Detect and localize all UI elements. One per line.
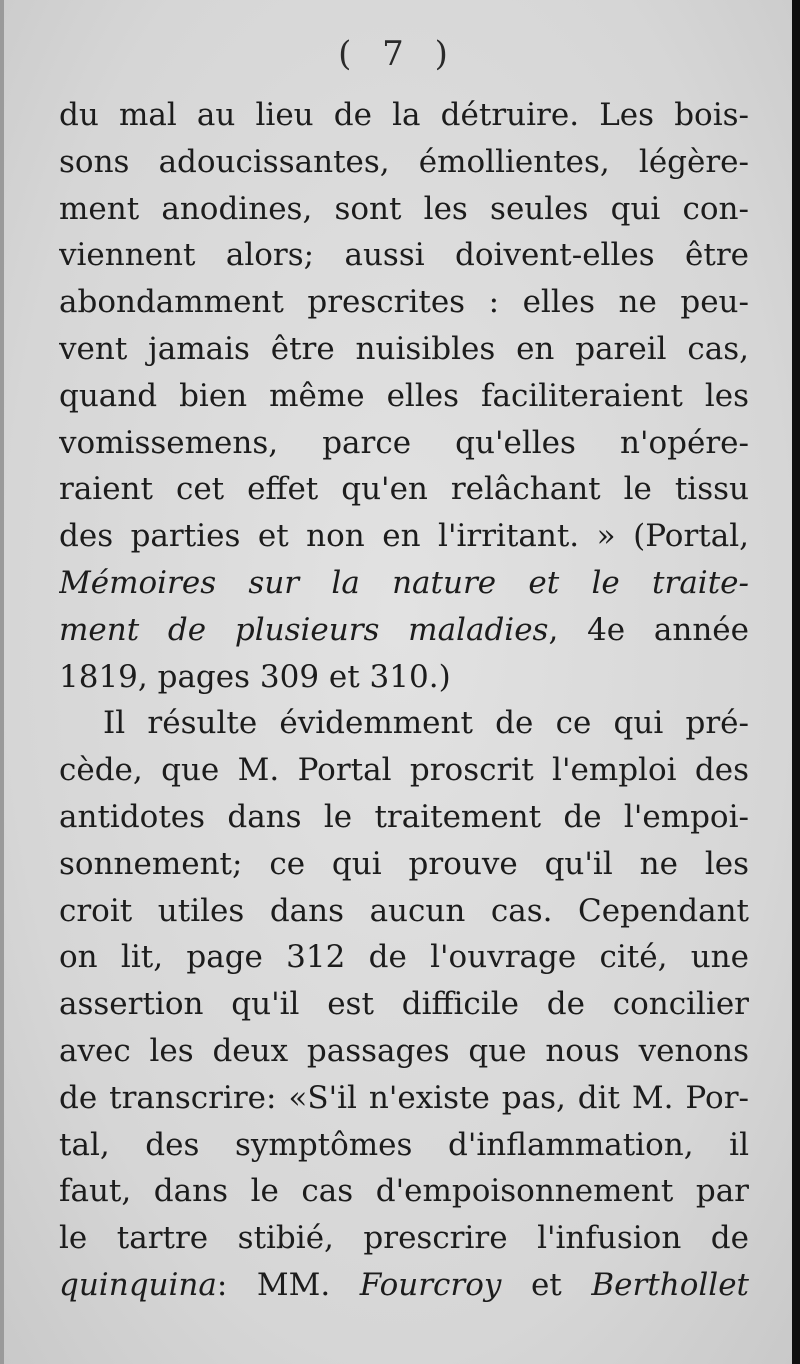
text-segment: ment anodines, sont les seules qui con- xyxy=(59,190,749,227)
text-segment: on lit, page 312 de l'ouvrage cité, une xyxy=(59,939,749,976)
text-segment: le tartre stibié, prescrire l'infusion de xyxy=(59,1220,749,1257)
text-line xyxy=(59,607,749,654)
text-line xyxy=(59,888,749,935)
text-segment: du mal au lieu de la détruire. Les bois- xyxy=(59,97,749,133)
text-segment: quand bien même elles faciliteraient les xyxy=(59,377,749,414)
text-line xyxy=(59,466,749,513)
text-line xyxy=(59,139,749,186)
text-line xyxy=(59,934,749,981)
text-segment: des parties et non en l'irritant. » (Portal, xyxy=(59,518,749,555)
text-segment: antidotes dans le traitement de l'empoi- xyxy=(59,798,749,835)
text-line xyxy=(59,1215,749,1262)
text-segment: viennent alors; aussi doivent-elles être xyxy=(59,237,749,274)
text-segment: avec les deux passages que nous venons xyxy=(59,1032,749,1069)
text-line xyxy=(59,981,749,1028)
text-segment: sons adoucissantes, émollientes, légère- xyxy=(59,143,749,180)
text-line xyxy=(59,186,749,233)
text-line xyxy=(59,1028,749,1075)
text-line xyxy=(59,373,749,420)
text-segment: vomissemens, parce qu'elles n'opére- xyxy=(59,424,749,461)
text-line xyxy=(59,232,749,279)
text-line xyxy=(59,654,749,701)
text-segment: assertion qu'il est difficile de concilier xyxy=(59,986,749,1023)
text-segment: tal, des symptômes d'inflammation, il xyxy=(59,1126,749,1163)
text-segment: sonnement; ce qui prouve qu'il ne les xyxy=(59,845,749,882)
text-line xyxy=(59,747,749,794)
text-segment: : MM. xyxy=(216,1266,360,1303)
text-line xyxy=(59,700,749,747)
text-segment: raient cet effet qu'en relâchant le tissu xyxy=(59,471,749,508)
text-segment: et xyxy=(501,1266,592,1303)
text-line xyxy=(59,420,749,467)
italic-text-segment: Berthollet xyxy=(591,1266,749,1303)
text-segment: de transcrire: «S'il n'existe pas, dit M. Por- xyxy=(59,1079,749,1116)
text-segment: faut, dans le cas d'empoisonnement par xyxy=(59,1173,749,1210)
page-number: ( 7 ) xyxy=(338,34,458,74)
text-line xyxy=(59,279,749,326)
text-line xyxy=(59,1075,749,1122)
text-segment: abondamment prescrites : elles ne peu- xyxy=(59,284,749,321)
text-line xyxy=(59,326,749,373)
text-line xyxy=(59,1168,749,1215)
page-body-text xyxy=(59,92,749,1309)
text-line xyxy=(59,560,749,607)
text-segment: , 4e année xyxy=(548,611,749,648)
text-segment: vent jamais être nuisibles en pareil cas, xyxy=(59,330,749,367)
italic-text-segment: Mémoires sur la nature et le traite- xyxy=(59,564,749,601)
text-segment: croit utiles dans aucun cas. Cependant xyxy=(59,892,749,929)
text-line xyxy=(59,794,749,841)
italic-text-segment: ment de plusieurs maladies xyxy=(59,611,549,648)
text-line xyxy=(59,92,749,139)
text-line xyxy=(59,841,749,888)
italic-text-segment: quinquina xyxy=(59,1266,217,1303)
text-line xyxy=(59,1122,749,1169)
text-line xyxy=(59,1262,749,1309)
text-segment: 1819, pages 309 et 310.) xyxy=(59,658,451,695)
italic-text-segment: Fourcroy xyxy=(359,1266,502,1303)
text-segment: Il résulte évidemment de ce qui pré- xyxy=(103,705,749,742)
text-segment: cède, que M. Portal proscrit l'emploi des xyxy=(59,752,749,789)
text-line xyxy=(59,513,749,560)
